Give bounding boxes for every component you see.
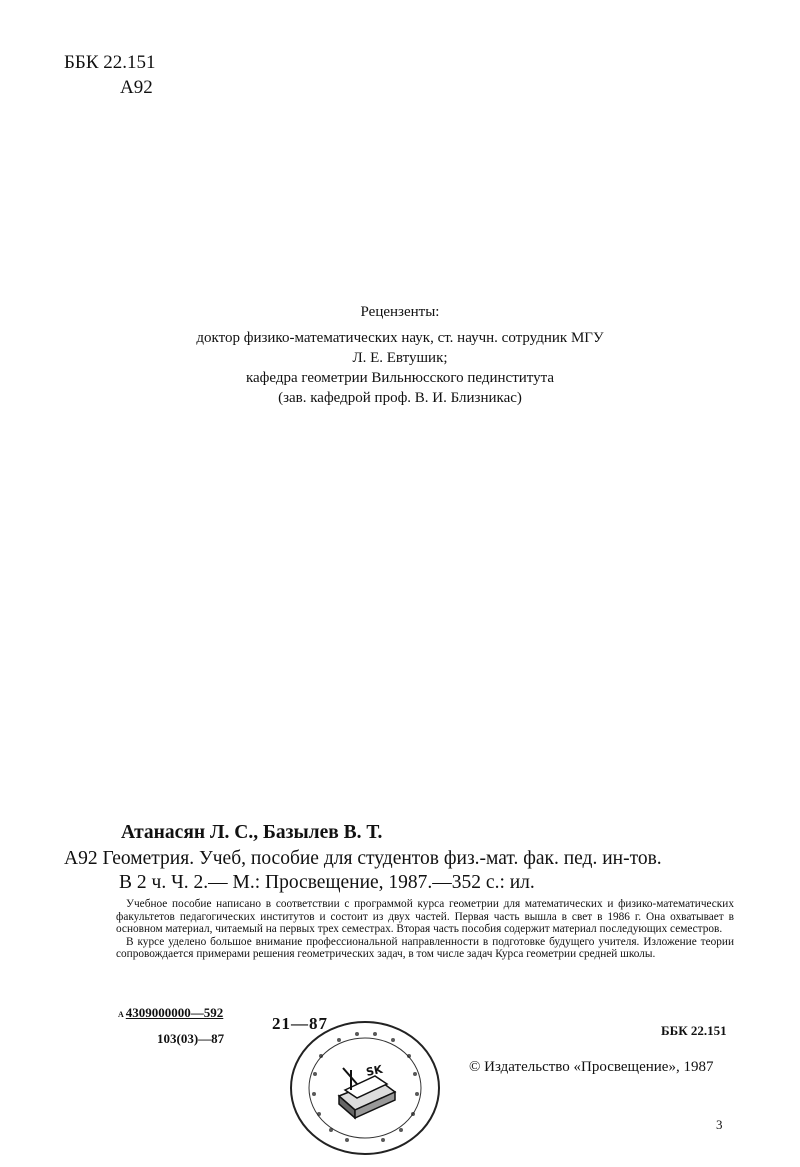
abstract	[116, 898, 734, 961]
author-index: А92	[120, 77, 153, 98]
reviewer-line: кафедра геометрии Вильнюсского пединститута	[245, 370, 555, 386]
bbk-bottom: ББК 22.151	[661, 1023, 727, 1038]
abstract-paragraph: В курсе уделено большое внимание профессиональной направленности в подготовке будущего учителя. Изложение теории сопровождается примерами решения геометрических задач, в том числе задач Курса геометрии средней школы.	[116, 935, 734, 961]
reviewer-line: Л. Е. Евтушик;	[352, 350, 448, 366]
abstract-paragraph: Учебное пособие написано в соответствии с программой курса геометрии для математических и физико-математических факультетов педагогических институтов и состоит из двух частей. Первая часть вышла в свет в 1986 г. Она охватывает в основном материал, читаемый на первых трех семестрах. Вторая часть пособия содержит материал последующих семестров.	[116, 898, 734, 936]
publication-code-side: 21—87	[272, 1014, 328, 1033]
reviewers-heading: Рецензенты:	[360, 304, 440, 320]
reviewers-block	[0, 302, 800, 408]
authors: Атанасян Л. С., Базылев В. Т.	[121, 822, 383, 843]
book-title-line2: В 2 ч. Ч. 2.— М.: Просвещение, 1987.—352 с.: ил.	[119, 872, 535, 893]
page-number: 3	[716, 1117, 723, 1132]
publication-code	[118, 1005, 223, 1021]
code-prefix: А	[118, 1010, 124, 1019]
library-stamp	[287, 1018, 443, 1158]
bbk-classification: ББК 22.151	[64, 52, 156, 73]
book-title-line1: А92 Геометрия. Учеб, пособие для студентов физ.-мат. фак. пед. ин-тов.	[64, 848, 662, 869]
bbk-header	[64, 50, 156, 100]
stamp-monogram: SK	[364, 1062, 384, 1079]
reviewer-line: (зав. кафедрой проф. В. И. Близникас)	[278, 390, 522, 406]
reviewer-line: доктор физико-математических наук, ст. научн. сотрудник МГУ	[196, 330, 604, 346]
code-number: 4309000000—592	[125, 1005, 224, 1020]
copyright: © Издательство «Просвещение», 1987	[469, 1059, 714, 1075]
publication-code-line2: 103(03)—87	[157, 1031, 225, 1046]
